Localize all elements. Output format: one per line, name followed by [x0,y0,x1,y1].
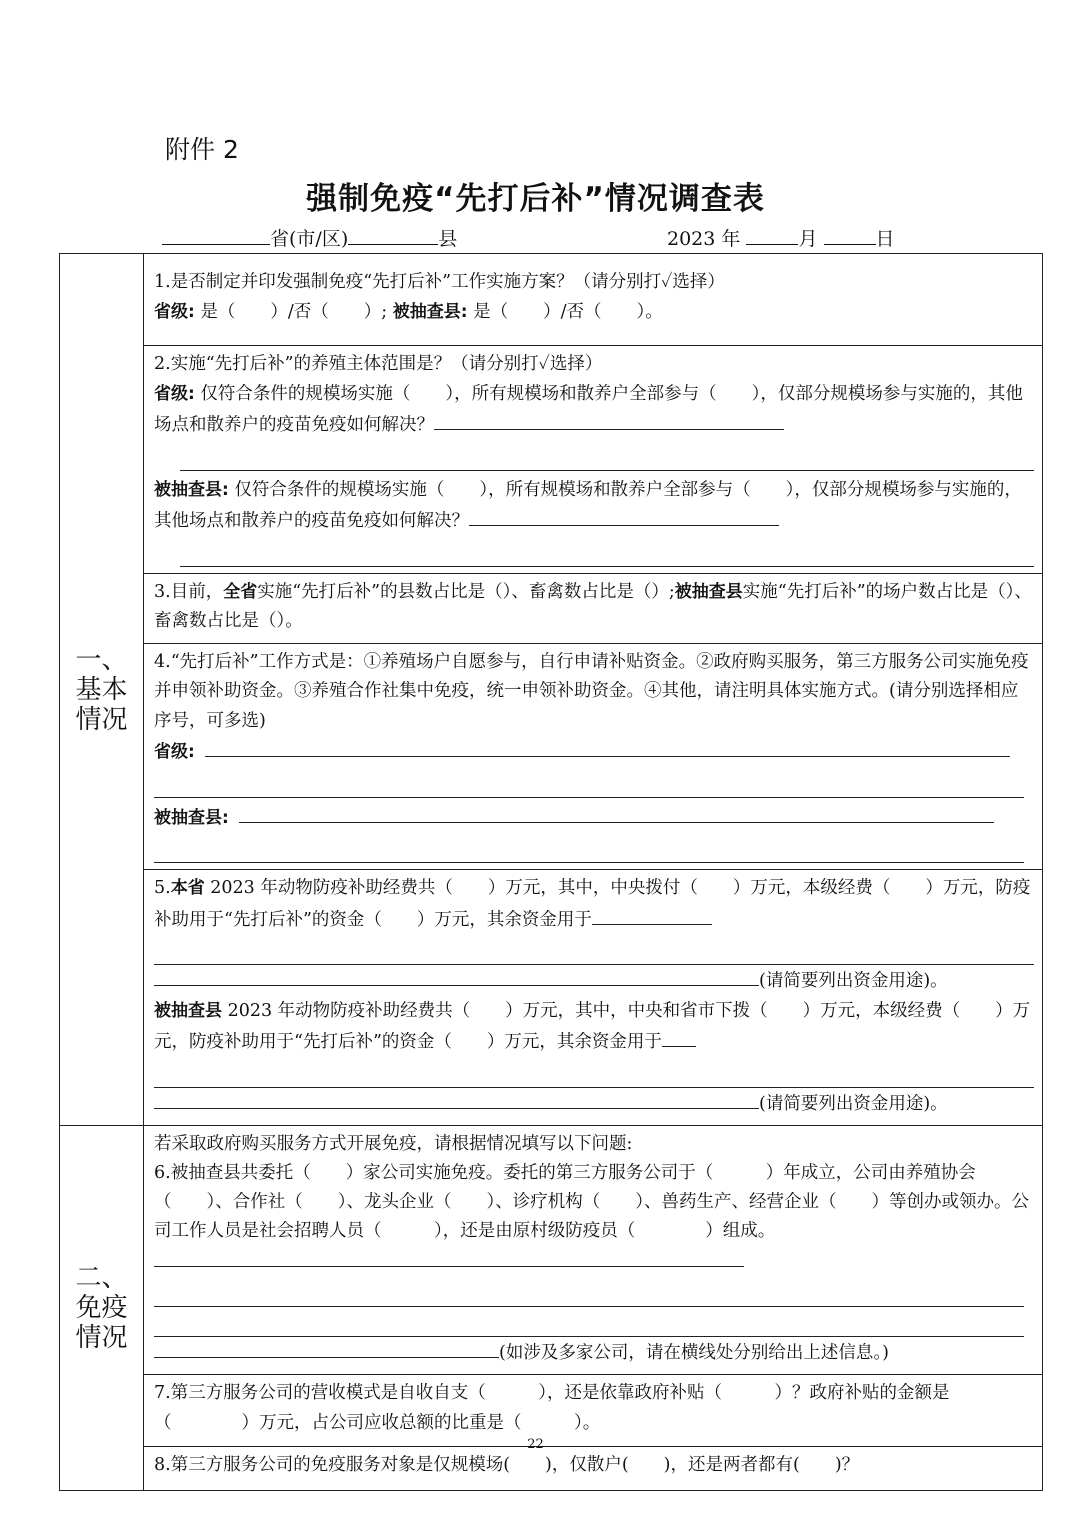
q5-text-2: 2023 年动物防疫补助经费共（ ）万元，其中，中央拨付（ ）万元，本级经费（ ）万元，防疫补助用于“先打后补”的资金（ ）万元，其余资金用于 [154,878,1031,930]
q5-province-blank-line-2[interactable] [154,965,759,986]
q6-text: 6.被抽查县共委托（ ）家公司实施免疫。委托的第三方服务公司于（ ）年成立，公司由养殖协会（ ）、合作社（ ）、龙头企业（ ）、诊疗机构（ ）、兽药生产、经营企业（ ）等创办或领办。公司工作人员是社会招聘人员（ ），还是由原村级防疫员（ ）组成。 [154,1163,1029,1241]
county-blank[interactable] [348,226,438,245]
q2-province-blank-line[interactable] [180,441,1034,471]
q1-province-label: 省级: [154,301,195,322]
q4-province-blank-line[interactable] [154,768,1024,798]
q5-text-1: 5. [154,878,171,898]
q2-province-label: 省级: [154,383,195,404]
q6-blank[interactable] [154,1246,744,1267]
question-7 [144,1375,1043,1447]
q6-intro: 若采取政府购买服务方式开展免疫，请根据情况填写以下问题: [154,1134,633,1154]
q5-county-blank-line-2[interactable] [154,1088,759,1109]
q4-county-blank[interactable] [239,802,994,823]
survey-table [59,253,1043,1491]
q4-province-label: 省级: [154,742,195,762]
q5-county-label: 被抽查县 [154,1000,222,1021]
question-2 [144,346,1043,574]
question-4 [144,643,1043,870]
q2-province-blank[interactable] [434,409,784,430]
q2-text: 2.实施“先打后补”的养殖主体范围是？（请分别打✓选择） [154,354,603,374]
province-label: 省(市/区) [270,228,349,250]
day-label: 日 [875,228,895,250]
q1-county-text[interactable]: 是（ ）/否（ ）。 [473,301,663,322]
question-6 [144,1126,1043,1375]
county-label: 县 [438,228,458,250]
question-1 [144,254,1043,346]
q6-note: (如涉及多家公司，请在横线处分别给出上述信息。) [499,1343,889,1363]
day-blank[interactable] [824,226,876,245]
q6-blank-line-3[interactable] [154,1337,499,1358]
q5-text-3: 2023 年动物防疫补助经费共（ ）万元，其中，中央和省市下拨（ ）万元，本级经费（ ）万元，防疫补助用于“先打后补”的资金（ ）万元，其余资金用于 [154,1000,1031,1052]
q3-text-2: 实施“先打后补”的县数占比是（）、畜禽数占比是（）; [257,581,675,602]
q2-county-label: 被抽查县: [154,479,229,500]
header-date [667,224,895,251]
q5-province-use-blank[interactable] [592,904,712,925]
q5-province-label: 本省 [170,878,205,898]
attachment-label: 附件 2 [165,135,239,164]
page-number: 22 [527,1437,544,1452]
question-3 [144,573,1043,643]
year-label: 2023 年 [667,228,741,250]
q2-province-text: 仅符合条件的规模场实施（ ），所有规模场和散养户全部参与（ ），仅部分规模场参与实施的，其他场点和散养户的疫苗免疫如何解决？ [154,383,1023,435]
section-immunity-label: 二、免疫情况 [60,1126,144,1491]
q2-county-blank[interactable] [469,505,779,526]
q3-province-label: 全省 [223,581,258,602]
q3-text-3: 实施“先打后补”的场户数占比是（）、畜禽数占比是（）。 [154,581,1032,631]
month-label: 月 [798,228,818,250]
question-8 [144,1447,1043,1491]
month-blank[interactable] [746,226,798,245]
q6-blank-line-1[interactable] [154,1277,1024,1307]
question-5 [144,870,1043,1126]
q5-province-blank-line[interactable] [154,935,1034,965]
q6-blank-line-2[interactable] [154,1307,1024,1337]
q3-text-1: 3.目前， [154,581,224,602]
q4-text: 4.“先打后补”工作方式是：①养殖场户自愿参与，自行申请补贴资金。②政府购买服务，第三方服务公司实施免疫并申领补助资金。③养殖合作社集中免疫，统一申领补助资金。④其他，请注明具体实施方式。(请分别选择相应序号，可多选) [154,651,1029,731]
form-title: 强制免疫“先打后补”情况调查表 [306,181,765,217]
q4-province-blank[interactable] [205,736,1010,757]
q5-province-note: (请简要列出资金用途)。 [759,971,948,991]
q5-county-note: (请简要列出资金用途)。 [759,1093,948,1114]
q1-text: 1.是否制定并印发强制免疫“先打后补”工作实施方案？（请分别打✓选择） [154,272,725,292]
q1-province-text[interactable]: 是（ ）/否（ ）; [200,301,388,322]
section-basic-label: 一、基本情况 [60,254,144,1126]
q5-county-use-blank[interactable] [662,1026,696,1047]
q4-county-label: 被抽查县: [154,807,229,828]
q7-text: 7.第三方服务公司的营收模式是自收自支（ ），还是依靠政府补贴（ ）？政府补贴的金额是（ ）万元，占公司应收总额的比重是（ ）。 [154,1383,950,1433]
q2-county-text: 仅符合条件的规模场实施（ ），所有规模场和散养户全部参与（ ），仅部分规模场参与实施的，其他场点和散养户的疫苗免疫如何解决？ [154,479,1022,531]
q4-county-blank-line[interactable] [154,833,1024,863]
q1-county-label: 被抽查县: [392,301,468,322]
q2-county-blank-line[interactable] [180,537,1034,567]
header-location [162,224,457,251]
q3-county-label: 被抽查县 [674,581,743,602]
q5-county-blank-line[interactable] [154,1058,1034,1088]
q8-text: 8.第三方服务公司的免疫服务对象是仅规模场( )，仅散户( )，还是两者都有( )？ [154,1455,860,1475]
province-blank[interactable] [162,226,270,245]
